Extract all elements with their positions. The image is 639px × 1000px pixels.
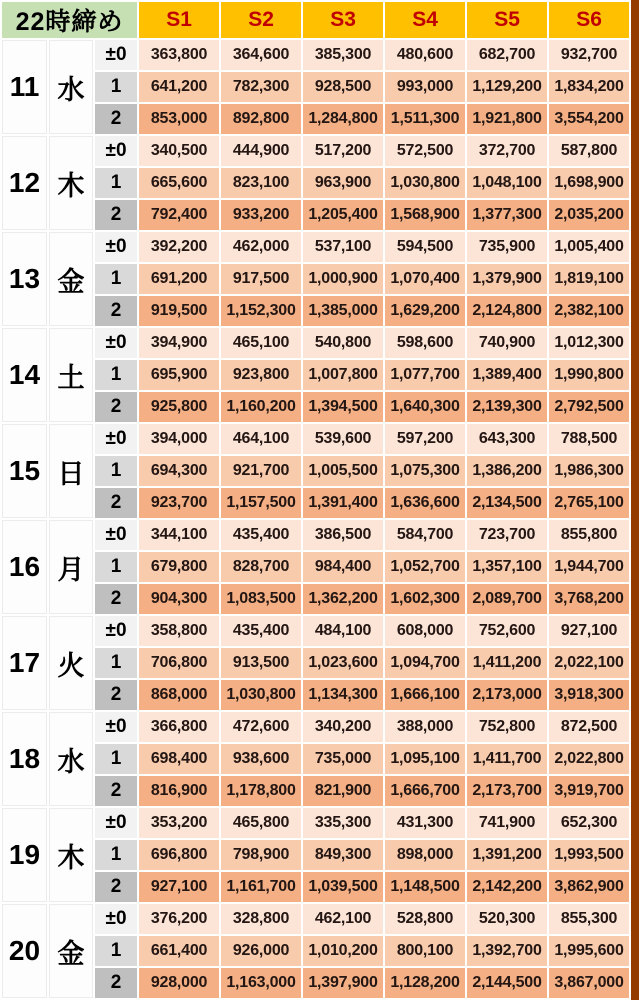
offset-label-cell: 2 — [95, 392, 137, 422]
value-cell: 540,800 — [303, 328, 383, 358]
value-cell: 1,362,200 — [303, 584, 383, 614]
offset-label-cell: 2 — [95, 584, 137, 614]
value-cell: 1,986,300 — [549, 456, 629, 486]
value-cell: 868,000 — [139, 680, 219, 710]
offset-label-cell: 1 — [95, 648, 137, 678]
value-cell: 435,400 — [221, 616, 301, 646]
value-cell: 1,995,600 — [549, 936, 629, 966]
value-cell: 1,411,200 — [467, 648, 547, 678]
value-cell: 1,039,500 — [303, 872, 383, 902]
value-cell: 1,095,100 — [385, 744, 465, 774]
column-header-s3: S3 — [303, 2, 383, 38]
table-row — [2, 616, 629, 646]
value-cell: 328,800 — [221, 904, 301, 934]
day-of-week-cell: 日 — [49, 424, 93, 518]
offset-label-cell: 2 — [95, 968, 137, 998]
table-row — [2, 808, 629, 838]
value-cell: 2,022,800 — [549, 744, 629, 774]
value-cell: 1,128,200 — [385, 968, 465, 998]
table-row — [2, 648, 629, 678]
value-cell: 1,083,500 — [221, 584, 301, 614]
value-cell: 2,144,500 — [467, 968, 547, 998]
value-cell: 1,010,200 — [303, 936, 383, 966]
date-cell: 18 — [2, 712, 47, 806]
date-cell: 19 — [2, 808, 47, 902]
value-cell: 665,600 — [139, 168, 219, 198]
value-cell: 1,178,800 — [221, 776, 301, 806]
value-cell: 2,139,300 — [467, 392, 547, 422]
day-of-week-cell: 金 — [49, 904, 93, 998]
table-row — [2, 712, 629, 742]
value-cell: 462,100 — [303, 904, 383, 934]
value-cell: 2,035,200 — [549, 200, 629, 230]
column-header-s6: S6 — [549, 2, 629, 38]
offset-label-cell: ±0 — [95, 40, 137, 70]
value-cell: 925,800 — [139, 392, 219, 422]
table-row — [2, 904, 629, 934]
value-cell: 1,698,900 — [549, 168, 629, 198]
value-cell: 782,300 — [221, 72, 301, 102]
value-cell: 3,554,200 — [549, 104, 629, 134]
value-cell: 706,800 — [139, 648, 219, 678]
value-cell: 1,389,400 — [467, 360, 547, 390]
value-cell: 444,900 — [221, 136, 301, 166]
offset-label-cell: ±0 — [95, 136, 137, 166]
value-cell: 1,157,500 — [221, 488, 301, 518]
offset-label-cell: ±0 — [95, 808, 137, 838]
table-row — [2, 872, 629, 902]
value-cell: 2,134,500 — [467, 488, 547, 518]
value-cell: 984,400 — [303, 552, 383, 582]
value-cell: 2,792,500 — [549, 392, 629, 422]
value-cell: 1,048,100 — [467, 168, 547, 198]
value-cell: 921,700 — [221, 456, 301, 486]
value-cell: 735,000 — [303, 744, 383, 774]
offset-label-cell: 2 — [95, 200, 137, 230]
value-cell: 1,070,400 — [385, 264, 465, 294]
table-row — [2, 40, 629, 70]
offset-label-cell: ±0 — [95, 424, 137, 454]
value-cell: 828,700 — [221, 552, 301, 582]
value-cell: 800,100 — [385, 936, 465, 966]
day-of-week-cell: 木 — [49, 136, 93, 230]
offset-label-cell: ±0 — [95, 328, 137, 358]
value-cell: 798,900 — [221, 840, 301, 870]
value-cell: 741,900 — [467, 808, 547, 838]
value-cell: 913,500 — [221, 648, 301, 678]
value-cell: 394,000 — [139, 424, 219, 454]
value-cell: 643,300 — [467, 424, 547, 454]
value-cell: 938,600 — [221, 744, 301, 774]
offset-label-cell: 2 — [95, 680, 137, 710]
value-cell: 694,300 — [139, 456, 219, 486]
date-cell: 17 — [2, 616, 47, 710]
offset-label-cell: 1 — [95, 840, 137, 870]
value-cell: 1,005,400 — [549, 232, 629, 262]
value-cell: 372,700 — [467, 136, 547, 166]
offset-label-cell: ±0 — [95, 520, 137, 550]
value-cell: 1,075,300 — [385, 456, 465, 486]
offset-label-cell: ±0 — [95, 712, 137, 742]
value-cell: 652,300 — [549, 808, 629, 838]
table-body — [2, 40, 629, 998]
value-cell: 597,200 — [385, 424, 465, 454]
value-cell: 695,900 — [139, 360, 219, 390]
offset-label-cell: 1 — [95, 360, 137, 390]
value-cell: 572,500 — [385, 136, 465, 166]
value-cell: 587,800 — [549, 136, 629, 166]
right-edge-strip — [631, 0, 639, 1000]
value-cell: 821,900 — [303, 776, 383, 806]
value-cell: 1,077,700 — [385, 360, 465, 390]
value-cell: 3,867,000 — [549, 968, 629, 998]
value-cell: 1,990,800 — [549, 360, 629, 390]
value-cell: 2,089,700 — [467, 584, 547, 614]
value-cell: 993,000 — [385, 72, 465, 102]
value-cell: 816,900 — [139, 776, 219, 806]
value-cell: 358,800 — [139, 616, 219, 646]
date-cell: 14 — [2, 328, 47, 422]
value-cell: 1,357,100 — [467, 552, 547, 582]
offset-label-cell: 1 — [95, 552, 137, 582]
offset-label-cell: 1 — [95, 936, 137, 966]
offset-label-cell: 1 — [95, 168, 137, 198]
value-cell: 1,511,300 — [385, 104, 465, 134]
value-cell: 696,800 — [139, 840, 219, 870]
table-row — [2, 968, 629, 998]
value-cell: 484,100 — [303, 616, 383, 646]
offset-label-cell: 2 — [95, 104, 137, 134]
value-cell: 608,000 — [385, 616, 465, 646]
value-cell: 344,100 — [139, 520, 219, 550]
date-cell: 11 — [2, 40, 47, 134]
column-header-s4: S4 — [385, 2, 465, 38]
value-cell: 465,100 — [221, 328, 301, 358]
value-cell: 464,100 — [221, 424, 301, 454]
table-row — [2, 200, 629, 230]
value-cell: 1,152,300 — [221, 296, 301, 326]
value-cell: 1,007,800 — [303, 360, 383, 390]
value-cell: 340,500 — [139, 136, 219, 166]
value-cell: 3,919,700 — [549, 776, 629, 806]
day-of-week-cell: 水 — [49, 40, 93, 134]
value-cell: 926,000 — [221, 936, 301, 966]
value-cell: 3,768,200 — [549, 584, 629, 614]
value-cell: 1,636,600 — [385, 488, 465, 518]
value-cell: 528,800 — [385, 904, 465, 934]
value-cell: 598,600 — [385, 328, 465, 358]
offset-label-cell: 1 — [95, 456, 137, 486]
table-row — [2, 360, 629, 390]
value-cell: 385,300 — [303, 40, 383, 70]
day-of-week-cell: 木 — [49, 808, 93, 902]
value-cell: 1,944,700 — [549, 552, 629, 582]
value-cell: 462,000 — [221, 232, 301, 262]
header-row — [2, 2, 629, 38]
value-cell: 2,173,000 — [467, 680, 547, 710]
value-cell: 661,400 — [139, 936, 219, 966]
value-cell: 394,900 — [139, 328, 219, 358]
value-cell: 928,000 — [139, 968, 219, 998]
value-cell: 788,500 — [549, 424, 629, 454]
value-cell: 691,200 — [139, 264, 219, 294]
value-cell: 537,100 — [303, 232, 383, 262]
value-cell: 1,377,300 — [467, 200, 547, 230]
value-cell: 1,993,500 — [549, 840, 629, 870]
value-cell: 2,173,700 — [467, 776, 547, 806]
value-cell: 1,819,100 — [549, 264, 629, 294]
value-cell: 855,300 — [549, 904, 629, 934]
value-cell: 923,700 — [139, 488, 219, 518]
value-cell: 932,700 — [549, 40, 629, 70]
value-cell: 1,163,000 — [221, 968, 301, 998]
column-header-s1: S1 — [139, 2, 219, 38]
table-row — [2, 552, 629, 582]
table-row — [2, 168, 629, 198]
table-row — [2, 488, 629, 518]
value-cell: 1,129,200 — [467, 72, 547, 102]
value-cell: 904,300 — [139, 584, 219, 614]
value-cell: 928,500 — [303, 72, 383, 102]
value-cell: 3,918,300 — [549, 680, 629, 710]
value-cell: 927,100 — [139, 872, 219, 902]
value-cell: 2,124,800 — [467, 296, 547, 326]
offset-label-cell: 2 — [95, 872, 137, 902]
day-of-week-cell: 金 — [49, 232, 93, 326]
offset-label-cell: ±0 — [95, 232, 137, 262]
table-row — [2, 520, 629, 550]
value-cell: 923,800 — [221, 360, 301, 390]
offset-label-cell: 2 — [95, 488, 137, 518]
offset-label-cell: 1 — [95, 72, 137, 102]
table-row — [2, 264, 629, 294]
value-cell: 679,800 — [139, 552, 219, 582]
value-cell: 698,400 — [139, 744, 219, 774]
value-cell: 584,700 — [385, 520, 465, 550]
value-cell: 376,200 — [139, 904, 219, 934]
column-header-s5: S5 — [467, 2, 547, 38]
date-cell: 15 — [2, 424, 47, 518]
offset-label-cell: 2 — [95, 296, 137, 326]
value-cell: 1,411,700 — [467, 744, 547, 774]
table-row — [2, 776, 629, 806]
value-cell: 1,666,700 — [385, 776, 465, 806]
table-title: 22時締め — [2, 2, 137, 38]
value-cell: 480,600 — [385, 40, 465, 70]
value-cell: 898,000 — [385, 840, 465, 870]
date-cell: 16 — [2, 520, 47, 614]
value-cell: 641,200 — [139, 72, 219, 102]
value-cell: 520,300 — [467, 904, 547, 934]
value-cell: 386,500 — [303, 520, 383, 550]
date-cell: 12 — [2, 136, 47, 230]
table-row — [2, 328, 629, 358]
value-cell: 892,800 — [221, 104, 301, 134]
value-cell: 1,397,900 — [303, 968, 383, 998]
table-row — [2, 72, 629, 102]
value-cell: 335,300 — [303, 808, 383, 838]
value-cell: 1,023,600 — [303, 648, 383, 678]
value-cell: 849,300 — [303, 840, 383, 870]
table-row — [2, 392, 629, 422]
value-cell: 855,800 — [549, 520, 629, 550]
value-cell: 927,100 — [549, 616, 629, 646]
date-cell: 20 — [2, 904, 47, 998]
value-cell: 388,000 — [385, 712, 465, 742]
value-cell: 853,000 — [139, 104, 219, 134]
day-of-week-cell: 土 — [49, 328, 93, 422]
table-row — [2, 456, 629, 486]
value-cell: 539,600 — [303, 424, 383, 454]
value-cell: 752,600 — [467, 616, 547, 646]
value-cell: 1,386,200 — [467, 456, 547, 486]
table-row — [2, 680, 629, 710]
value-cell: 963,900 — [303, 168, 383, 198]
day-of-week-cell: 火 — [49, 616, 93, 710]
value-cell: 435,400 — [221, 520, 301, 550]
value-cell: 2,765,100 — [549, 488, 629, 518]
value-cell: 735,900 — [467, 232, 547, 262]
table-row — [2, 744, 629, 774]
value-cell: 1,134,300 — [303, 680, 383, 710]
value-cell: 363,800 — [139, 40, 219, 70]
offset-label-cell: 1 — [95, 744, 137, 774]
value-cell: 823,100 — [221, 168, 301, 198]
value-cell: 1,000,900 — [303, 264, 383, 294]
value-cell: 1,160,200 — [221, 392, 301, 422]
day-of-week-cell: 月 — [49, 520, 93, 614]
value-cell: 740,900 — [467, 328, 547, 358]
table-row — [2, 936, 629, 966]
value-cell: 465,800 — [221, 808, 301, 838]
value-cell: 431,300 — [385, 808, 465, 838]
value-cell: 872,500 — [549, 712, 629, 742]
value-cell: 1,284,800 — [303, 104, 383, 134]
value-cell: 1,666,100 — [385, 680, 465, 710]
table-row — [2, 104, 629, 134]
value-cell: 364,600 — [221, 40, 301, 70]
value-cell: 1,602,300 — [385, 584, 465, 614]
value-cell: 472,600 — [221, 712, 301, 742]
value-cell: 1,094,700 — [385, 648, 465, 678]
value-cell: 353,200 — [139, 808, 219, 838]
value-cell: 1,921,800 — [467, 104, 547, 134]
table-row — [2, 424, 629, 454]
value-cell: 752,800 — [467, 712, 547, 742]
offset-label-cell: ±0 — [95, 904, 137, 934]
column-header-s2: S2 — [221, 2, 301, 38]
value-cell: 1,640,300 — [385, 392, 465, 422]
value-cell: 792,400 — [139, 200, 219, 230]
value-cell: 517,200 — [303, 136, 383, 166]
offset-label-cell: 2 — [95, 776, 137, 806]
value-cell: 3,862,900 — [549, 872, 629, 902]
value-cell: 2,382,100 — [549, 296, 629, 326]
value-cell: 919,500 — [139, 296, 219, 326]
table-row — [2, 584, 629, 614]
table-row — [2, 232, 629, 262]
offset-label-cell: ±0 — [95, 616, 137, 646]
offset-label-cell: 1 — [95, 264, 137, 294]
value-cell: 917,500 — [221, 264, 301, 294]
date-cell: 13 — [2, 232, 47, 326]
value-cell: 1,391,400 — [303, 488, 383, 518]
value-cell: 2,022,100 — [549, 648, 629, 678]
value-cell: 1,012,300 — [549, 328, 629, 358]
table-row — [2, 136, 629, 166]
value-cell: 340,200 — [303, 712, 383, 742]
value-cell: 1,392,700 — [467, 936, 547, 966]
value-cell: 1,030,800 — [385, 168, 465, 198]
value-cell: 1,005,500 — [303, 456, 383, 486]
value-cell: 1,161,700 — [221, 872, 301, 902]
value-cell: 1,030,800 — [221, 680, 301, 710]
value-cell: 1,391,200 — [467, 840, 547, 870]
value-cell: 1,148,500 — [385, 872, 465, 902]
value-cell: 933,200 — [221, 200, 301, 230]
value-cell: 1,385,000 — [303, 296, 383, 326]
table-row — [2, 840, 629, 870]
table-row — [2, 296, 629, 326]
value-cell: 723,700 — [467, 520, 547, 550]
value-cell: 2,142,200 — [467, 872, 547, 902]
value-cell: 682,700 — [467, 40, 547, 70]
value-cell: 366,800 — [139, 712, 219, 742]
day-of-week-cell: 水 — [49, 712, 93, 806]
value-cell: 1,394,500 — [303, 392, 383, 422]
value-cell: 392,200 — [139, 232, 219, 262]
value-cell: 1,052,700 — [385, 552, 465, 582]
value-cell: 1,629,200 — [385, 296, 465, 326]
value-cell: 1,205,400 — [303, 200, 383, 230]
value-cell: 1,379,900 — [467, 264, 547, 294]
value-cell: 1,834,200 — [549, 72, 629, 102]
value-cell: 594,500 — [385, 232, 465, 262]
value-cell: 1,568,900 — [385, 200, 465, 230]
